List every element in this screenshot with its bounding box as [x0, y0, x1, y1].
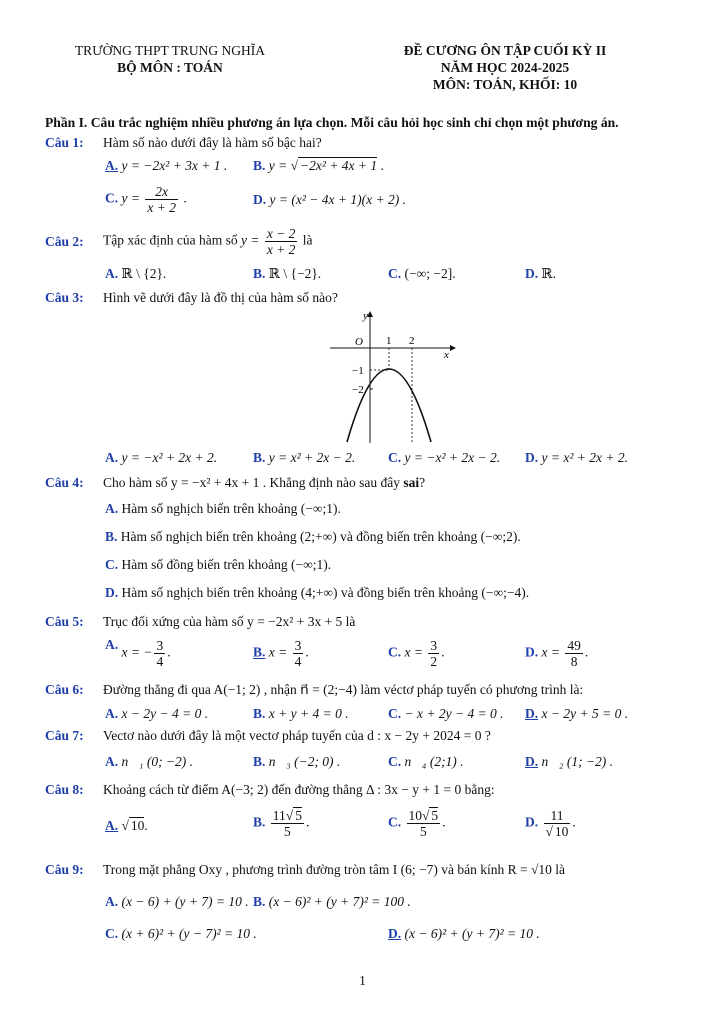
option-d: D. Hàm số nghịch biến trên khoảng (4;+∞) và đồng biến trên khoảng (−∞;−4). [105, 585, 530, 600]
question-number: Câu 6: [45, 682, 84, 697]
origin-label: O [355, 336, 363, 348]
question-text: Trong mặt phẳng Oxy , phương trình đường tròn tâm I (6; −7) và bán kính R = √10 là [103, 862, 566, 877]
option-c: C. (x + 6)² + (y − 7)² = 10 . [105, 926, 257, 941]
option-d: D. (x − 6)² + (y + 7)² = 10 . [388, 926, 540, 941]
question-number: Câu 9: [45, 862, 84, 877]
option-c: C. y = −x² + 2x − 2. [388, 450, 501, 465]
question-text: Hàm số nào dưới đây là hàm số bậc hai? [103, 135, 322, 150]
school-year: NĂM HỌC 2024-2025 [440, 60, 570, 75]
option-b: B. Hàm số nghịch biến trên khoảng (2;+∞) và đồng biến trên khoảng (−∞;2). [105, 529, 521, 544]
option-d: D. n⃗₂ (1; −2) . [525, 754, 614, 769]
option-b: B. ℝ \ {−2}. [253, 266, 322, 281]
question-number: Câu 7: [45, 728, 84, 743]
option-a: A. ℝ \ {2}. [105, 266, 167, 281]
option-d: D. y = x² + 2x + 2. [525, 450, 628, 465]
school-name: TRƯỜNG THPT TRUNG NGHĨA [74, 43, 266, 58]
y-label: y [363, 310, 368, 322]
question-text: Trục đối xứng của hàm số y = −2x² + 3x + 5 là [103, 614, 356, 629]
option-b: B. (x − 6)² + (y + 7)² = 100 . [253, 894, 411, 909]
tick-label-m1: −1 [352, 365, 364, 377]
option-c: C. y = $\frac{2x}{x + 2}$ . [105, 184, 187, 215]
tick-label-1: 1 [386, 335, 392, 347]
option-a: A. y = −2x² + 3x + 1 . [105, 158, 228, 173]
option-b: B. y = x² + 2x − 2. [253, 450, 356, 465]
option-d: D. x = $\frac{49}{8}$ . [525, 638, 589, 669]
option-a: A. y = −x² + 2x + 2. [105, 450, 218, 465]
page-number: 1 [359, 973, 366, 988]
option-a: A. n⃗₁ (0; −2) . [105, 754, 194, 769]
option-b: B. x = $\frac{3}{4}$ . [253, 638, 309, 669]
option-c: C. (−∞; −2]. [388, 266, 456, 281]
question-text: Đường thẳng đi qua A(−1; 2) , nhận n⃗ = (2;−4) làm véctơ pháp tuyến có phương trình là: [103, 682, 584, 697]
option-b: B. x + y + 4 = 0 . [253, 706, 349, 721]
question-number: Câu 8: [45, 782, 84, 797]
option-a: A. x = − $\frac{3}{4}$ . [105, 636, 171, 669]
question-text: Hình vẽ dưới đây là đồ thị của hàm số nào? [103, 290, 338, 305]
option-b: B. y = √ −2x² + 4x + 1 . [253, 158, 384, 173]
option-d: D. ℝ. [525, 266, 557, 281]
option-c: C. x = $\frac{3}{2}$ . [388, 638, 445, 669]
question-text: Tập xác định của hàm số y = $\frac{x - 2}{x + 2}$ là [103, 226, 313, 257]
question-number: Câu 1: [45, 135, 84, 150]
parabola-graph [325, 308, 460, 446]
question-number: Câu 5: [45, 614, 84, 629]
document-title: ĐỀ CƯƠNG ÔN TẬP CUỐI KỲ II [403, 43, 607, 58]
option-a: A. Hàm số nghịch biến trên khoảng (−∞;1). [105, 501, 341, 516]
option-a: A. (x − 6) + (y + 7) = 10 . [105, 894, 249, 909]
parabola-curve [347, 369, 431, 442]
question-number: Câu 2: [45, 234, 84, 249]
subject-grade: MÔN: TOÁN, KHỐI: 10 [432, 77, 578, 92]
option-b: B. $\frac{11√ 5}{5}$ . [253, 808, 310, 839]
tick-label-2: 2 [409, 335, 415, 347]
question-text: Khoảng cách từ điểm A(−3; 2) đến đường thẳng Δ : 3x − y + 1 = 0 bằng: [103, 782, 495, 797]
option-c: C. $\frac{10√ 5}{5}$ . [388, 808, 446, 839]
question-text: Vectơ nào dưới đây là một vectơ pháp tuyến của d : x − 2y + 2024 = 0 ? [103, 728, 491, 743]
header-left [40, 42, 300, 76]
question-text: Cho hàm số y = −x² + 4x + 1 . Khẳng định nào sau đây sai? [103, 475, 426, 490]
part-1-heading: Phần I. Câu trắc nghiệm nhiều phương án lựa chọn. Mỗi câu hỏi học sinh chỉ chọn một phương án. [45, 115, 619, 130]
x-label: x [444, 349, 449, 361]
option-d: D. y = (x² − 4x + 1)(x + 2) . [253, 192, 406, 207]
option-c: C. n⃗₄ (2;1) . [388, 754, 464, 769]
option-b: B. n⃗₃ (−2; 0) . [253, 754, 341, 769]
option-d: D. $\frac{11}{√ 10}$ . [525, 808, 576, 839]
option-d: D. x − 2y + 5 = 0 . [525, 706, 629, 721]
option-a: A. x − 2y − 4 = 0 . [105, 706, 209, 721]
question-number: Câu 4: [45, 475, 84, 490]
header-right [330, 42, 680, 93]
option-c: C. Hàm số đồng biến trên khoảng (−∞;1). [105, 557, 332, 572]
question-number: Câu 3: [45, 290, 84, 305]
option-a: A. √ 10. [105, 818, 148, 833]
tick-label-m2: −2 [352, 384, 364, 396]
option-c: C. − x + 2y − 4 = 0 . [388, 706, 504, 721]
department-name: BỘ MÔN : TOÁN [117, 60, 223, 75]
